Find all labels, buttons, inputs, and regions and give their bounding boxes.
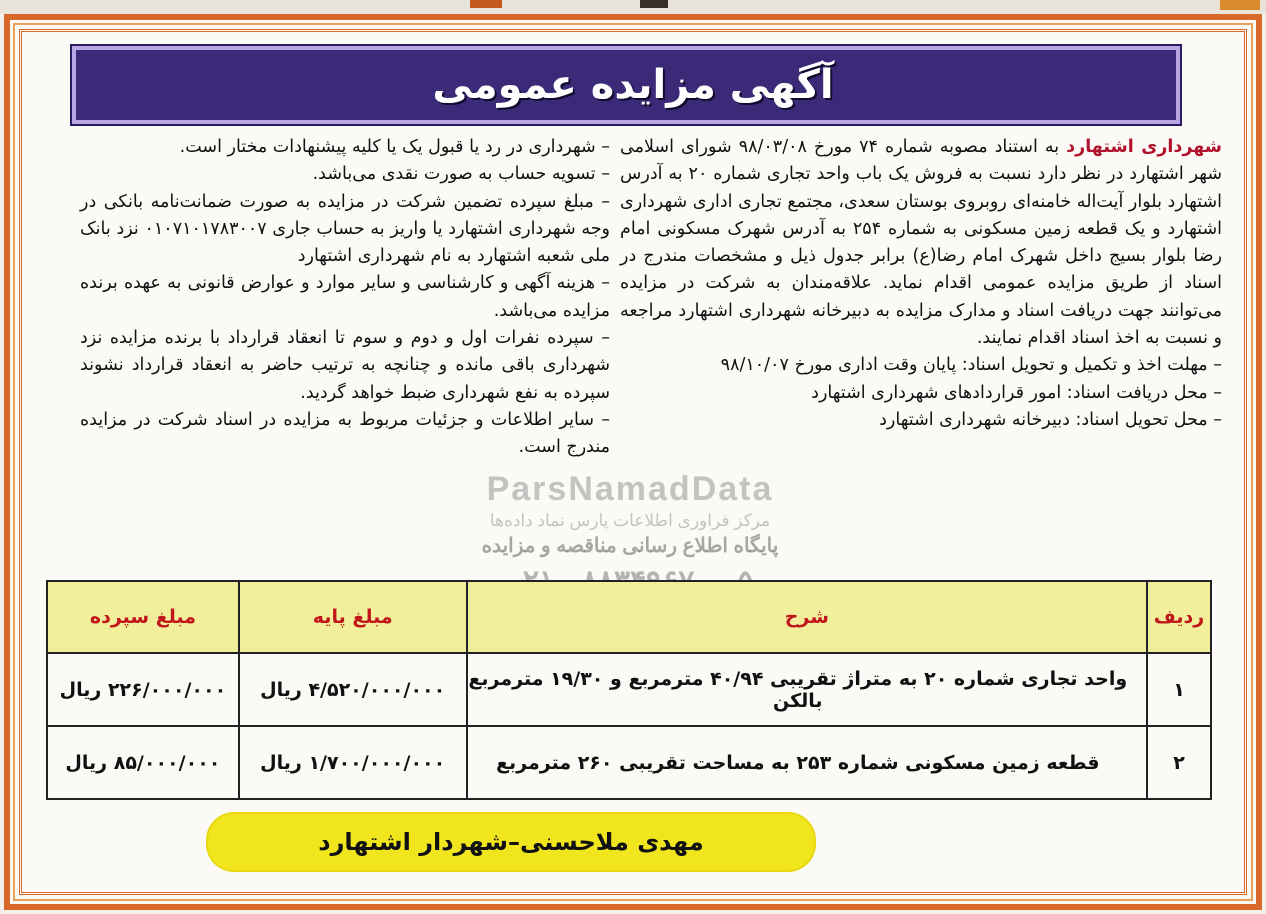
deadline-item: – مهلت اخذ و تکمیل و تحویل اسناد: پایان وقت اداری مورخ ۹۸/۱۰/۰۷ xyxy=(720,355,1222,376)
watermark-brand: ParsNamadData xyxy=(486,470,774,508)
deadline-item: – محل دریافت اسناد: امور قراردادهای شهرداری اشتهارد xyxy=(811,382,1222,403)
condition-item: – شهرداری در رد یا قبول یک یا کلیه پیشنهادات مختار است. xyxy=(179,137,610,157)
row-deposit: ۸۵/۰۰۰/۰۰۰ ریال xyxy=(47,726,239,799)
auction-table xyxy=(46,580,1212,800)
table-header-row xyxy=(47,581,1211,653)
deadline-item: – محل تحویل اسناد: دبیرخانه شهرداری اشتهارد xyxy=(879,409,1222,430)
top-page-strip xyxy=(0,0,1266,14)
row-index: ۲ xyxy=(1147,726,1211,799)
condition-item: – مبلغ سپرده تضمین شرکت در مزایده به صورت ضمانت‌نامه بانکی در وجه شهرداری اشتهارد یا واریز به حساب جاری ۰۱۰۷۱۰۱۷۸۳۰۰۷ نزد بانک ملی شعبه اشتهارد به نام شهرداری اشتهارد xyxy=(80,191,610,267)
condition-item: – تسویه حساب به صورت نقدی می‌باشد. xyxy=(312,164,610,185)
top-decoration xyxy=(470,0,502,8)
row-description: قطعه زمین مسکونی شماره ۲۵۳ به مساحت تقریبی ۲۶۰ مترمربع xyxy=(467,726,1147,799)
top-decoration xyxy=(640,0,668,8)
mayor-signature: مهدی ملاحسنی–شهردار اشتهارد xyxy=(208,814,814,870)
row-index: ۱ xyxy=(1147,653,1211,726)
table-row xyxy=(47,653,1211,726)
row-deposit: ۲۲۶/۰۰۰/۰۰۰ ریال xyxy=(47,653,239,726)
watermark-subtitle: مرکز فراوری اطلاعات پارس نماد داده‌ها xyxy=(489,511,771,530)
column-header-index: ردیف xyxy=(1147,581,1211,653)
condition-item: – هزینه آگهی و کارشناسی و سایر موارد و عوارض قانونی به عهده برنده مزایده می‌باشد. xyxy=(80,273,610,321)
municipality-name: شهرداری اشتهارد xyxy=(1066,137,1222,157)
column-header-deposit: مبلغ سپرده xyxy=(47,581,239,653)
intro-column xyxy=(620,134,1222,434)
notice-title: آگهی مزایده عمومی xyxy=(432,62,834,108)
intro-text: به استناد مصوبه شماره ۷۴ مورخ ۹۸/۰۳/۰۸ شورای اسلامی شهر اشتهارد در نظر دارد نسبت به فروش یک باب واحد تجاری شماره ۲۰ به آدرس اشتهارد بلوار آیت‌اله خامنه‌ای روبروی بوستان سعدی، مجتمع تجاری اداری شهرداری اشتهارد و یک قطعه زمین مسکونی به شماره ۲۵۴ به آدرس شهرک مسکونی امام رضا بلوار بسیج داخل شهرک امام رضا(ع) برابر جدول ذیل و مشخصات مندرج در اسناد از طریق مزایده عمومی اقدام نماید. علاقه‌مندان به شرکت در مزایده می‌توانند جهت دریافت اسناد و مدارک مزایده به دبیرخانه شهرداری اشتهارد مراجعه و نسبت به اخذ اسناد اقدام نمایند. xyxy=(620,137,1222,349)
row-description: واحد تجاری شماره ۲۰ به متراژ تقریبی ۴۰/۹۴ مترمربع و ۱۹/۳۰ مترمربع بالکن xyxy=(467,653,1147,726)
condition-item: – سپرده نفرات اول و دوم و سوم تا انعقاد قرارداد با برنده مزایده نزد شهرداری باقی مانده و چنانچه به ترتیب حاضر به انعقاد قرارداد نشوند سپرده به نفع شهرداری ضبط خواهد گردید. xyxy=(80,328,610,403)
intro-paragraph xyxy=(620,134,1222,352)
column-header-description: شرح xyxy=(467,581,1147,653)
row-base-price: ۴/۵۲۰/۰۰۰/۰۰۰ ریال xyxy=(239,653,467,726)
table-row xyxy=(47,726,1211,799)
watermark-tagline: پایگاه اطلاع رسانی مناقصه و مزایده xyxy=(481,535,779,557)
condition-item: – سایر اطلاعات و جزئیات مربوط به مزایده در اسناد شرکت در مزایده مندرج است. xyxy=(80,409,610,458)
conditions-column xyxy=(80,134,610,462)
column-header-base-price: مبلغ پایه xyxy=(239,581,467,653)
top-decoration xyxy=(1220,0,1260,10)
row-base-price: ۱/۷۰۰/۰۰۰/۰۰۰ ریال xyxy=(239,726,467,799)
